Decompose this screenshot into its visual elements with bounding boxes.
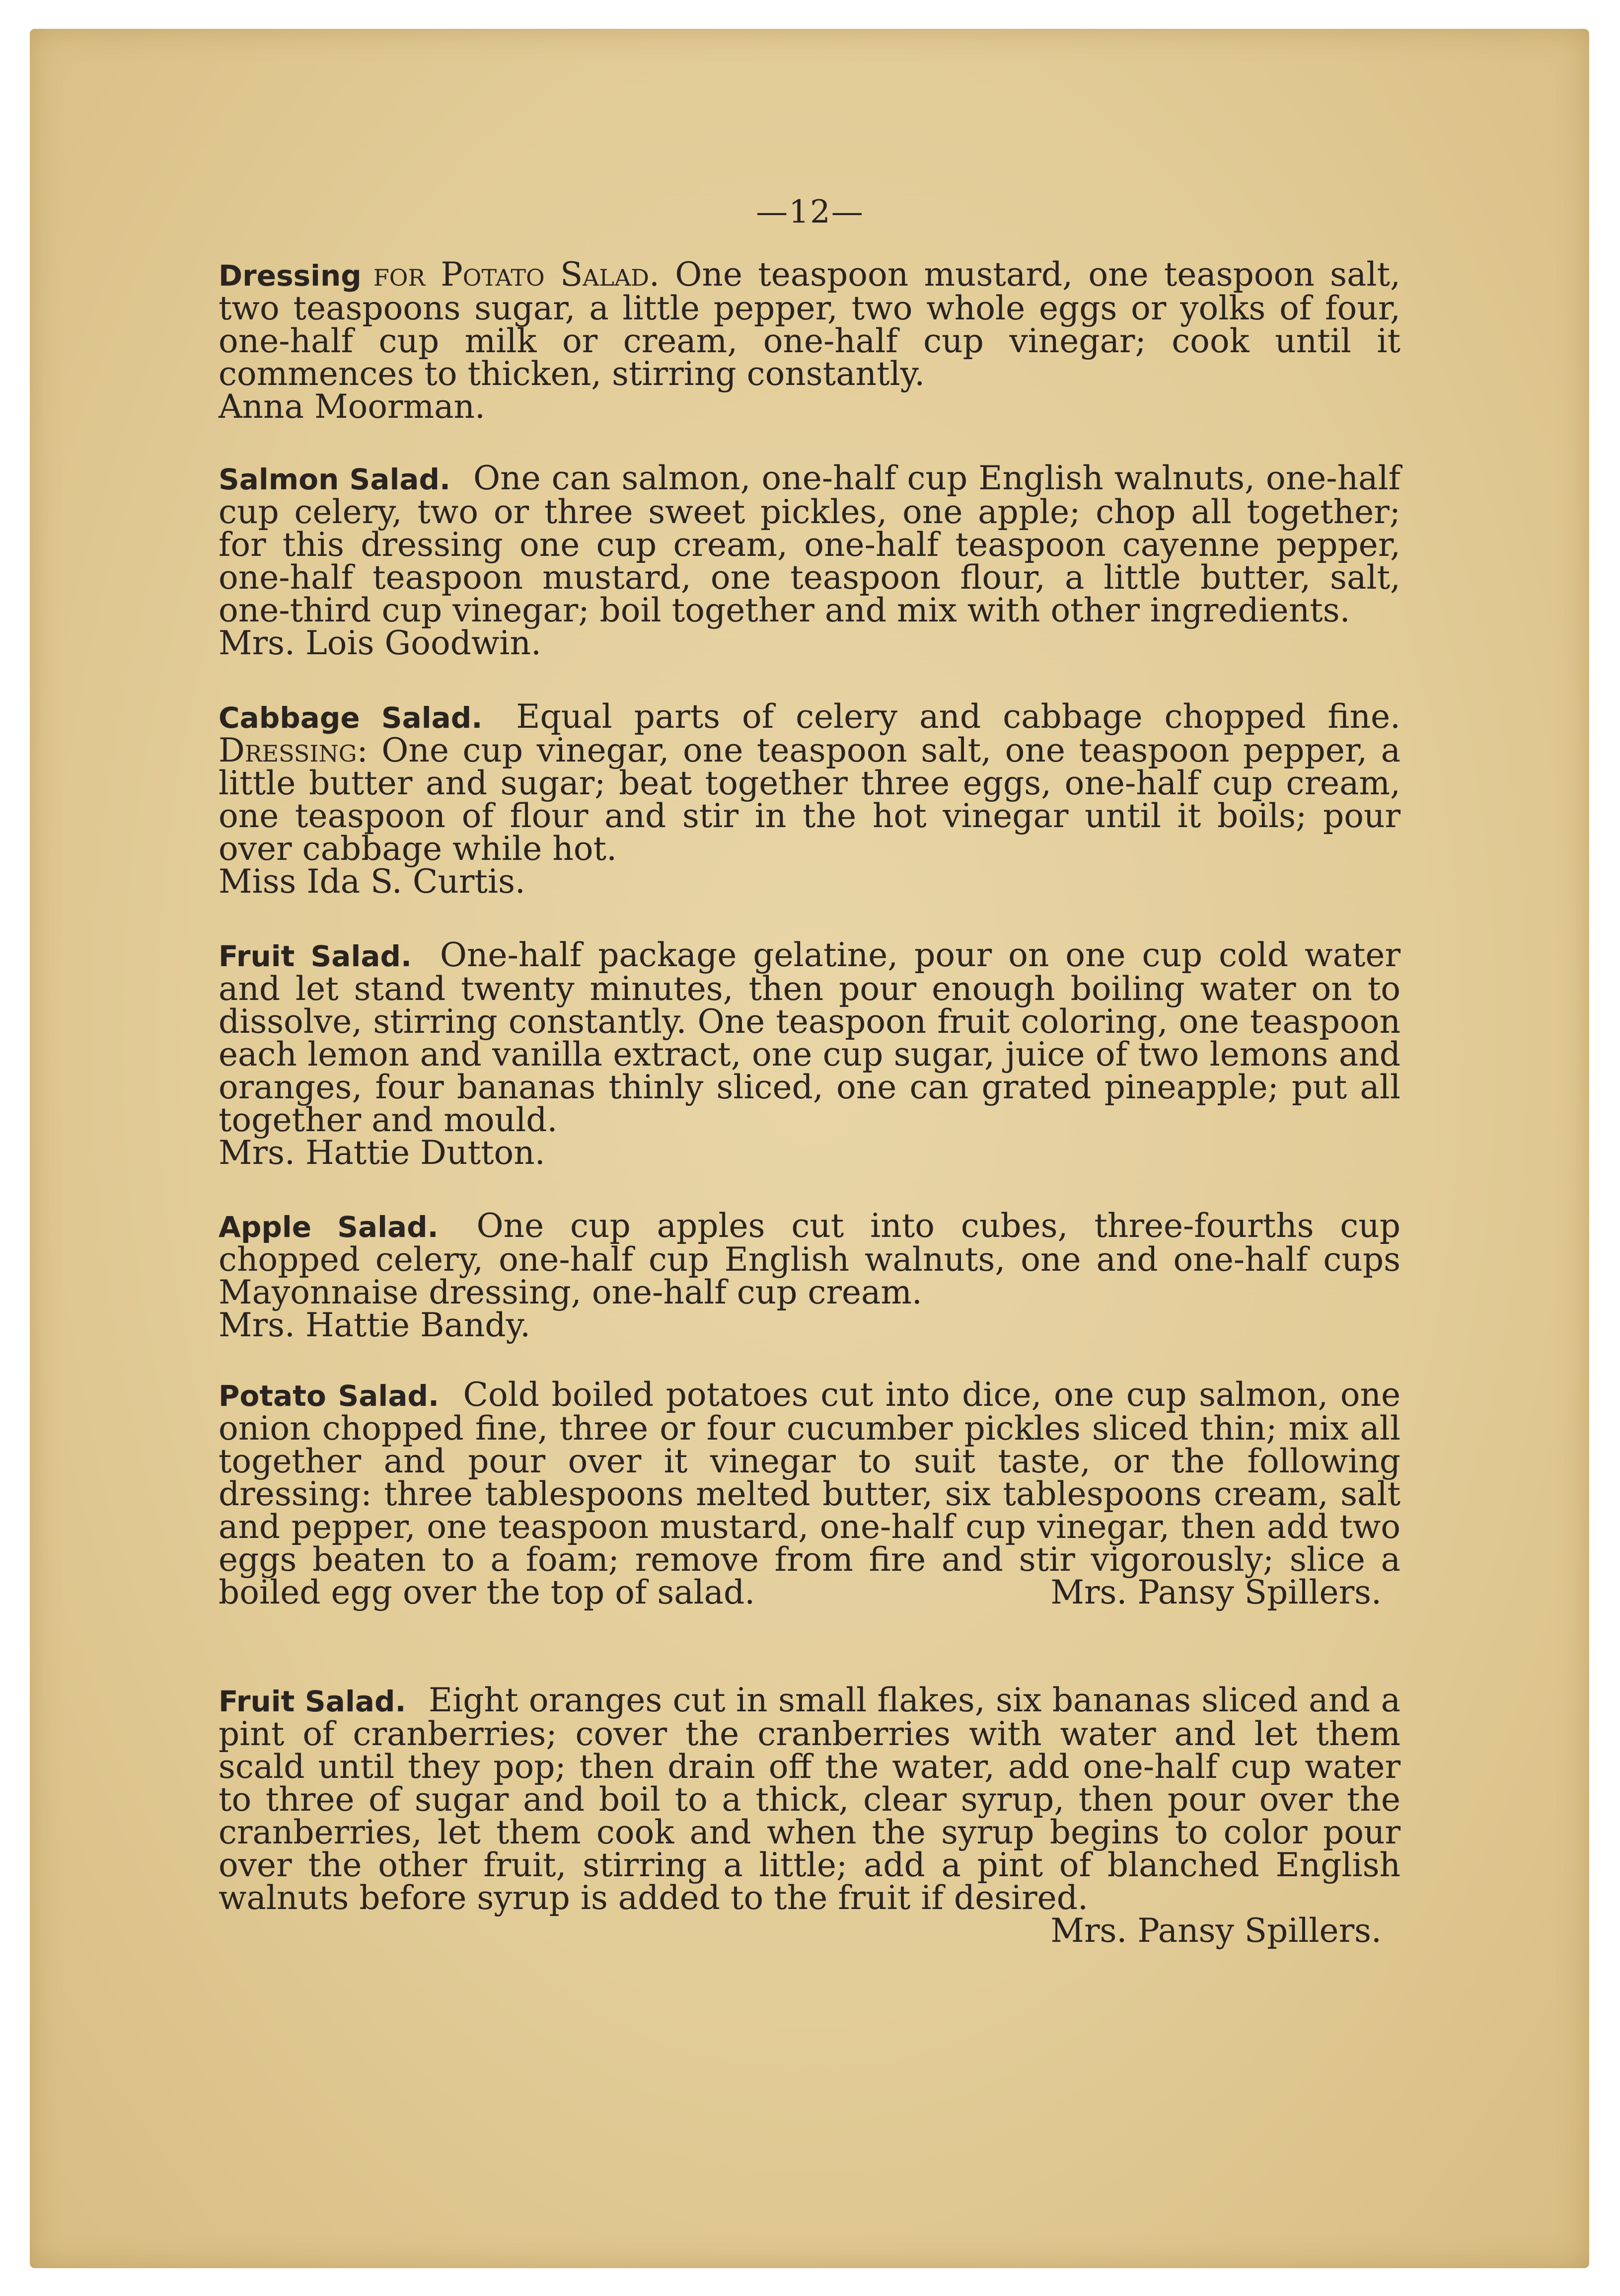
recipe-body: One-half package gelatine, pour on one cup cold water and let stand twenty minutes, then pour enough boiling water on to dissolve, stirring constantly. One teaspoon fruit coloring, one teaspoon each lemon and vanilla extract, one cup sugar, juice of two lemons and oranges, four bananas thinly sliced, one can grated pineapple; put all together and mould. [219, 936, 1400, 1139]
recipe-author: Mrs. Hattie Dutton. [219, 1134, 545, 1172]
recipe-body: One cup vinegar, one teaspoon salt, one teaspoon pepper, a little butter and sugar; beat together three eggs, one-half cup cream, one teaspoon of flour and stir in the hot vinegar until it boils; pour over cabbage while hot. [219, 731, 1400, 868]
recipe-author: Mrs. Lois Goodwin. [219, 624, 542, 662]
recipe-text [219, 1378, 1400, 1609]
recipe-title-suffix: for Potato Salad. [373, 255, 660, 294]
recipe-title: Potato Salad. [219, 1379, 440, 1413]
recipe-dressing-potato-salad [219, 255, 1400, 426]
recipe-text [219, 255, 1400, 393]
recipe-author: Mrs. Pansy Spillers. [1050, 1912, 1382, 1950]
recipe-title: Fruit Salad. [219, 939, 412, 973]
recipe-author: Mrs. Hattie Bandy. [219, 1306, 531, 1344]
recipe-author: Miss Ida S. Curtis. [219, 862, 525, 901]
recipe-text [219, 1207, 1400, 1311]
recipe-author: Mrs. Pansy Spillers. [1050, 1573, 1382, 1611]
recipe-author: Anna Moorman. [219, 387, 486, 426]
recipe-body-intro: Equal parts of celery and cabbage chopped fine. [516, 697, 1400, 736]
recipe-potato-salad [219, 1378, 1400, 1609]
recipe-text [219, 459, 1400, 629]
recipe-cabbage-salad [219, 697, 1400, 901]
recipe-body: One can salmon, one-half cup English walnuts, one-half cup celery, two or three sweet pickles, one apple; chop all together; for this dressing one cup cream, one-half teaspoon cayenne pepper, one-half teaspoon mustard, one teaspoon flour, a little butter, salt, one-third cup vinegar; boil together and mix with other ingredients. [219, 459, 1400, 629]
recipe-fruit-salad-cranberry [219, 1681, 1400, 1950]
recipe-text [219, 1681, 1400, 1950]
recipe-body: Eight oranges cut in small flakes, six bananas sliced and a pint of cranberries; cover the cranberries with water and let them scald until they pop; then drain off the water, add one-half cup water to three of sugar and boil to a thick, clear syrup, then pour over the cranberries, let them cook and when the syrup begins to color pour over the other fruit, stirring a little; add a pint of blanched English walnuts before syrup is added to the fruit if desired. [219, 1681, 1400, 1917]
dressing-label: Dressing: [219, 731, 368, 769]
recipe-title: Salmon Salad. [219, 462, 451, 496]
recipe-title: Apple Salad. [219, 1210, 439, 1244]
recipe-apple-salad [219, 1207, 1400, 1344]
recipe-title: Dressing [219, 259, 362, 293]
recipe-title: Fruit Salad. [219, 1684, 406, 1718]
recipe-text [219, 697, 1400, 868]
recipe-title: Cabbage Salad. [219, 701, 483, 735]
page-number: —12— [756, 194, 864, 230]
recipe-text [219, 936, 1400, 1139]
recipe-body: One teaspoon mustard, one teaspoon salt, two teaspoons sugar, a little pepper, two whole eggs or yolks of four, one-half cup milk or cream, one-half cup vinegar; cook until it commences to thicken, stirring constantly. [219, 255, 1400, 393]
recipe-body: Cold boiled potatoes cut into dice, one cup salmon, one onion chopped fine, three or four cucumber pickles sliced thin; mix all together and pour over it vinegar to suit taste, or the following dressing: three tablespoons melted butter, six tablespoons cream, salt and pepper, one teaspoon mustard, one-half cup vinegar, then add two eggs beaten to a foam; remove from fire and stir vigorously; slice a boiled egg over the top of salad. [219, 1376, 1401, 1611]
recipe-fruit-salad-gelatine [219, 936, 1400, 1172]
recipe-salmon-salad [219, 459, 1400, 662]
recipe-body: One cup apples cut into cubes, three-fourths cup chopped celery, one-half cup English walnuts, one and one-half cups Mayonnaise dressing, one-half cup cream. [219, 1207, 1400, 1311]
